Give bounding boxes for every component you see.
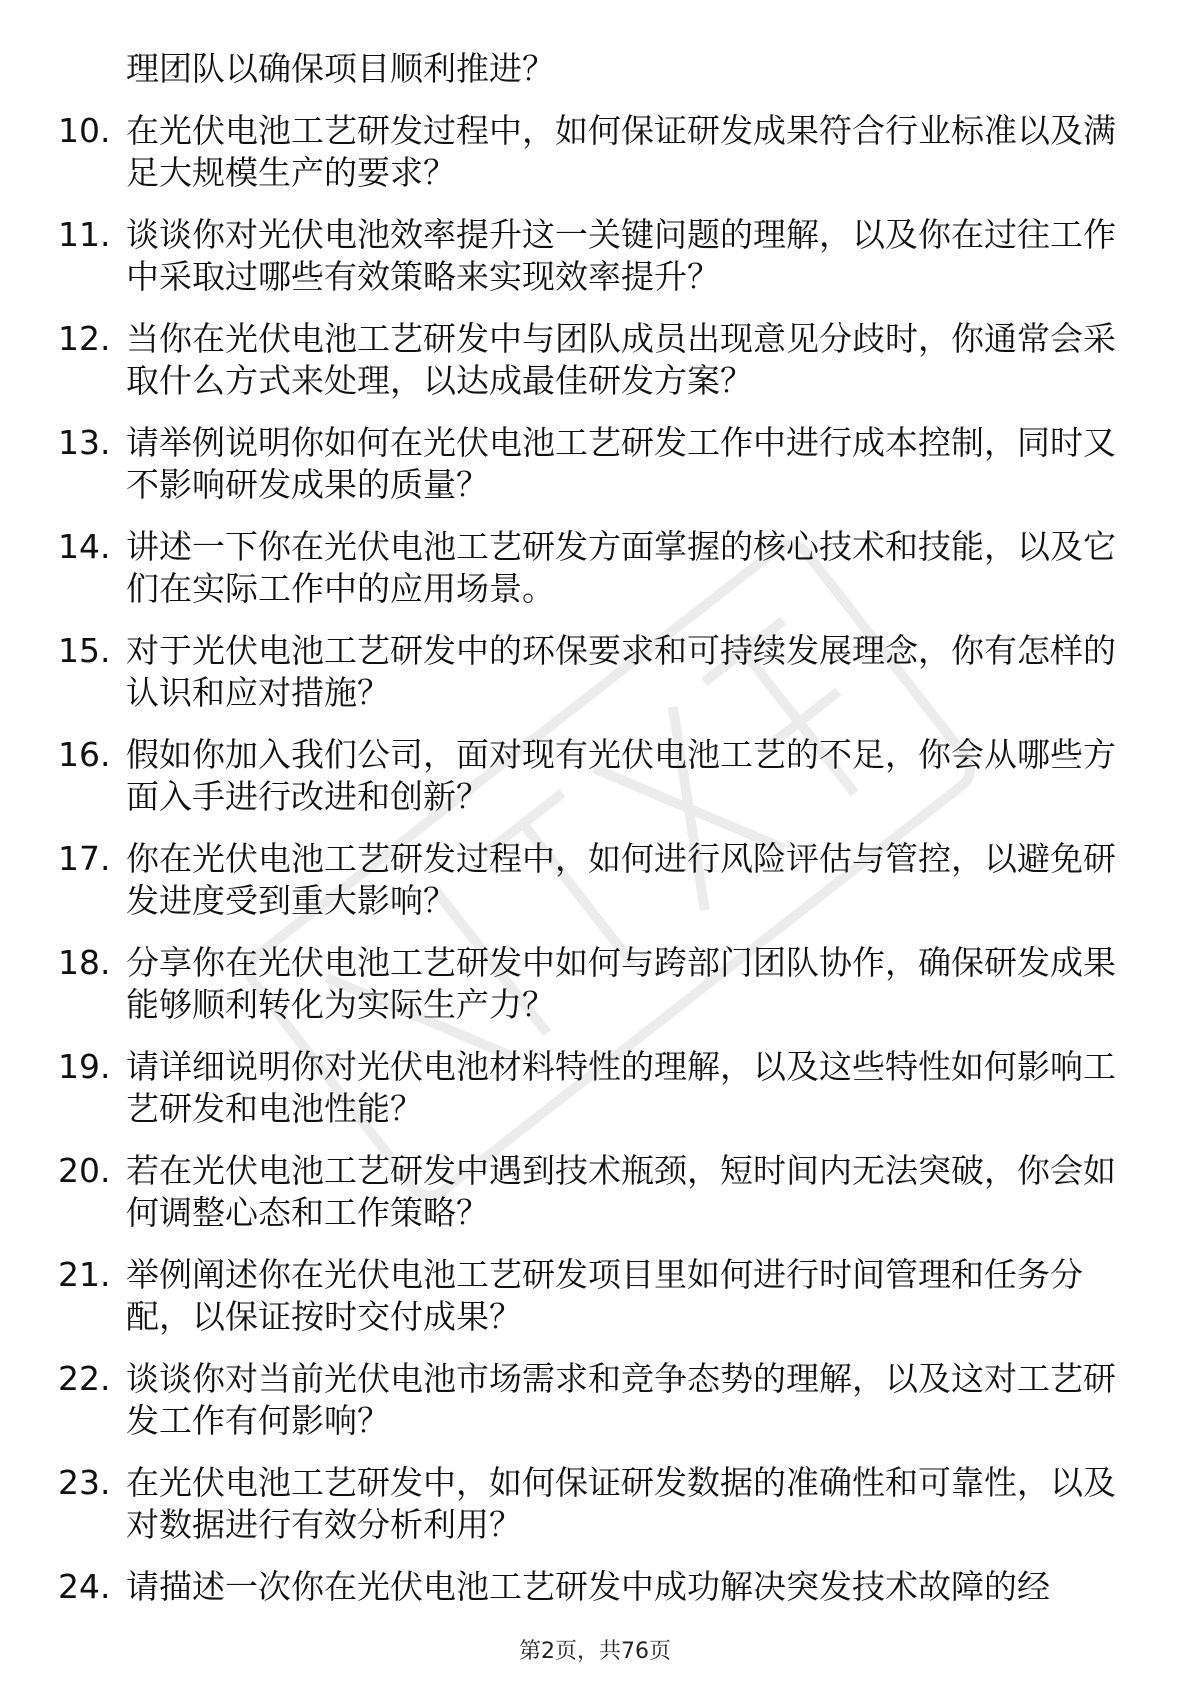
- continuation-text: 理团队以确保项目顺利推进？: [126, 49, 555, 88]
- question-number: 23.: [58, 1463, 111, 1502]
- question-number: 11.: [58, 215, 111, 254]
- question-text: 你在光伏电池工艺研发过程中，如何进行风险评估与管控，以避免研发进度受到重大影响？: [126, 839, 1116, 920]
- question-number: 12.: [58, 319, 111, 358]
- question-item: [58, 1358, 1138, 1442]
- question-text: 分享你在光伏电池工艺研发中如何与跨部门团队协作，确保研发成果能够顺利转化为实际生产力？: [126, 943, 1116, 1024]
- question-text: 若在光伏电池工艺研发中遇到技术瓶颈，短时间内无法突破，你会如何调整心态和工作策略？: [126, 1151, 1116, 1232]
- question-number: 18.: [58, 943, 111, 982]
- question-text: 假如你加入我们公司，面对现有光伏电池工艺的不足，你会从哪些方面入手进行改进和创新？: [126, 735, 1116, 816]
- question-number: 14.: [58, 527, 111, 566]
- question-item: [58, 1046, 1138, 1130]
- question-text: 在光伏电池工艺研发过程中，如何保证研发成果符合行业标准以及满足大规模生产的要求？: [126, 111, 1116, 192]
- question-item: [58, 110, 1138, 194]
- question-text: 请举例说明你如何在光伏电池工艺研发工作中进行成本控制，同时又不影响研发成果的质量？: [126, 423, 1116, 504]
- question-text: 举例阐述你在光伏电池工艺研发项目里如何进行时间管理和任务分配，以保证按时交付成果？: [126, 1255, 1083, 1336]
- question-item: [58, 526, 1138, 610]
- question-item: [58, 1150, 1138, 1234]
- question-item: [58, 1566, 1138, 1608]
- question-number: 24.: [58, 1567, 111, 1606]
- question-text: 谈谈你对当前光伏电池市场需求和竞争态势的理解，以及这对工艺研发工作有何影响？: [126, 1359, 1116, 1440]
- question-item: [58, 734, 1138, 818]
- question-item: [58, 1462, 1138, 1546]
- question-list: [58, 48, 1138, 1628]
- question-item: [58, 942, 1138, 1026]
- question-item: [58, 1254, 1138, 1338]
- question-number: 16.: [58, 735, 111, 774]
- question-item: [58, 318, 1138, 402]
- question-number: 19.: [58, 1047, 111, 1086]
- question-text: 谈谈你对光伏电池效率提升这一关键问题的理解，以及你在过往工作中采取过哪些有效策略来实现效率提升？: [126, 215, 1116, 296]
- question-text: 请描述一次你在光伏电池工艺研发中成功解决突发技术故障的经: [126, 1567, 1050, 1606]
- question-text: 请详细说明你对光伏电池材料特性的理解，以及这些特性如何影响工艺研发和电池性能？: [126, 1047, 1116, 1128]
- question-text: 对于光伏电池工艺研发中的环保要求和可持续发展理念，你有怎样的认识和应对措施？: [126, 631, 1116, 712]
- question-text: 当你在光伏电池工艺研发中与团队成员出现意见分歧时，你通常会采取什么方式来处理，以达成最佳研发方案？: [126, 319, 1116, 400]
- question-item: [58, 630, 1138, 714]
- question-item: [58, 422, 1138, 506]
- question-number: 20.: [58, 1151, 111, 1190]
- question-number: 10.: [58, 111, 111, 150]
- question-item: [58, 838, 1138, 922]
- question-number: 15.: [58, 631, 111, 670]
- question-text: 讲述一下你在光伏电池工艺研发方面掌握的核心技术和技能，以及它们在实际工作中的应用场景。: [126, 527, 1116, 608]
- question-number: 21.: [58, 1255, 111, 1294]
- question-number: 17.: [58, 839, 111, 878]
- question-item: [58, 214, 1138, 298]
- question-number: 13.: [58, 423, 111, 462]
- page-footer: 第2页，共76页: [519, 1639, 671, 1664]
- question-text: 在光伏电池工艺研发中，如何保证研发数据的准确性和可靠性，以及对数据进行有效分析利用？: [126, 1463, 1116, 1544]
- question-number: 22.: [58, 1359, 111, 1398]
